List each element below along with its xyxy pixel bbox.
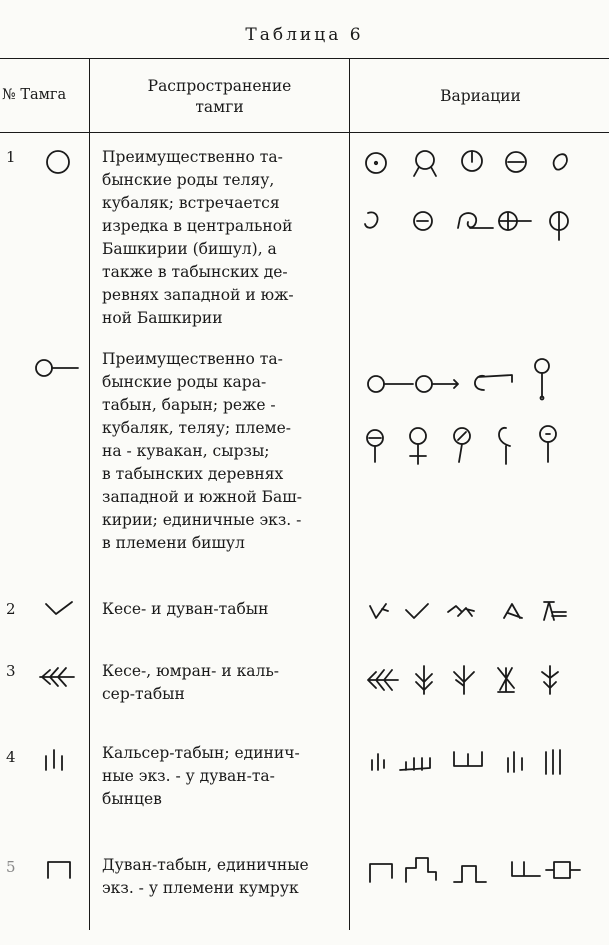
table-top-rule [0, 58, 609, 59]
tamga-variations-row-1 [358, 148, 598, 248]
row-number: 4 [6, 748, 16, 766]
column-divider-right [349, 58, 350, 930]
row-description: Кесе- и дуван-табын [102, 600, 269, 618]
row-number: 3 [6, 662, 16, 680]
tamga-variations-row-3 [358, 660, 598, 700]
gate-icon [42, 856, 76, 882]
header-variations: Вариации [440, 87, 521, 105]
tamga-variations-row-1b [358, 352, 598, 472]
row-number: 2 [6, 600, 16, 618]
arrow-branch-icon [36, 662, 78, 692]
row-number: 1 [6, 148, 16, 166]
tamga-variations-row-4 [358, 744, 598, 784]
header-number-tamga: № Тамга [2, 87, 67, 103]
column-divider-left [89, 58, 90, 930]
tamga-variations-row-2 [358, 596, 598, 626]
row-description: Преимущественно та- бынские роды кара- табын, барын; реже - кубаляк, теляу; племе- на - кувакан, сырзы; в табынских деревнях западной и южной Баш- кирии; единичные экз. - в племени бишул [102, 350, 302, 552]
row-number: 5 [6, 858, 16, 876]
header-bottom-rule [0, 132, 609, 133]
three-bars-icon [40, 744, 70, 774]
row-description: Дуван-табын, единичные экз. - у племени кумрук [102, 856, 309, 897]
row-description: Кальсер-табын; единич- ные экз. - у дуван-та- бынцев [102, 744, 300, 808]
page-title: Таблица 6 [245, 25, 364, 45]
zigzag-icon [42, 596, 76, 622]
row-description: Преимущественно та- бынские роды теляу, кубаляк; встречается изредка в центральной Башкирии (бишул), а также в табынских де- ревнях западной и юж- ной Башкирии [102, 148, 294, 327]
header-distribution: Распространение тамги [147, 77, 292, 116]
circle-icon [44, 148, 74, 178]
row-description: Кесе-, юмран- и каль- сер-табын [102, 662, 280, 703]
tamga-variations-row-5 [358, 852, 598, 892]
circle-with-line-icon [33, 356, 83, 382]
